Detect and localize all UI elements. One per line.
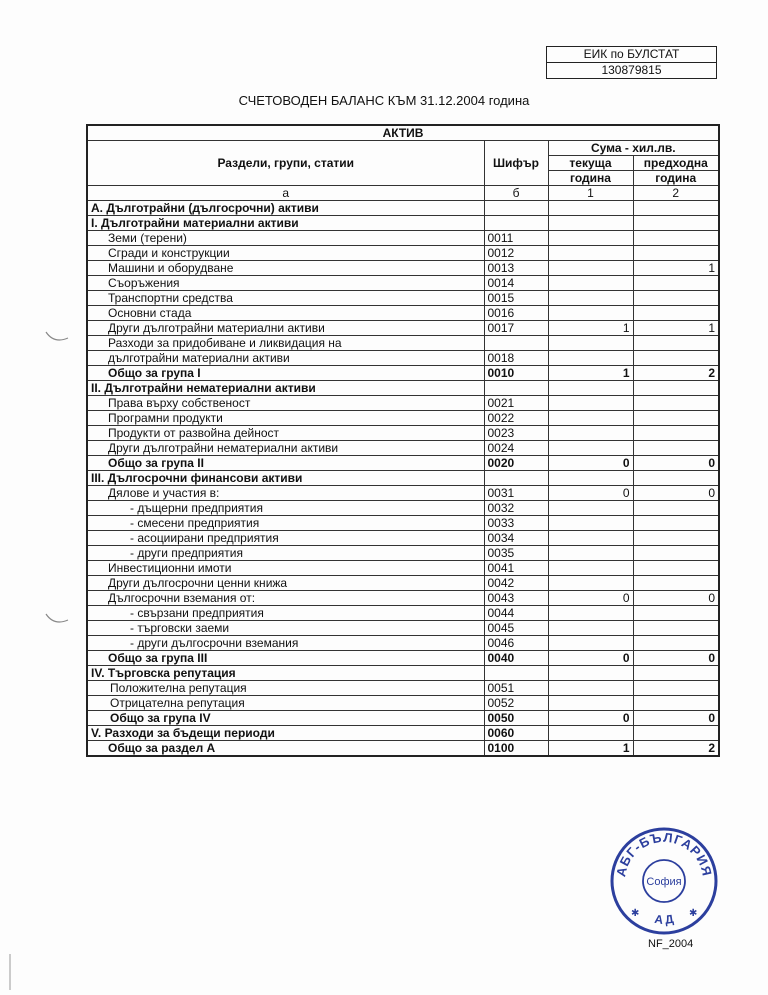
row-previous — [633, 471, 719, 486]
row-label: - асоциирани предприятия — [87, 531, 484, 546]
row-label: - други дългосрочни вземания — [87, 636, 484, 651]
row-label: Права върху собственост — [87, 396, 484, 411]
row-code — [484, 216, 548, 231]
row-current: 0 — [548, 711, 633, 726]
row-current — [548, 381, 633, 396]
row-previous — [633, 561, 719, 576]
row-code: 0034 — [484, 531, 548, 546]
table-row — [87, 456, 719, 471]
row-current — [548, 636, 633, 651]
stamp-bottom-text: АД — [653, 911, 675, 928]
row-current — [548, 201, 633, 216]
row-label: - дъщерни предприятия — [87, 501, 484, 516]
row-previous — [633, 216, 719, 231]
row-code: 0051 — [484, 681, 548, 696]
row-label: Транспортни средства — [87, 291, 484, 306]
row-code: 0014 — [484, 276, 548, 291]
row-current — [548, 576, 633, 591]
row-label: Общо за раздел А — [87, 741, 484, 757]
current-year-header-2: година — [548, 171, 633, 186]
row-label: Дялове и участия в: — [87, 486, 484, 501]
row-previous — [633, 696, 719, 711]
row-previous — [633, 396, 719, 411]
table-row — [87, 636, 719, 651]
row-label: Общо за група IV — [87, 711, 484, 726]
row-label: IV. Търговска репутация — [87, 666, 484, 681]
row-previous: 1 — [633, 261, 719, 276]
row-code: 0021 — [484, 396, 548, 411]
row-current — [548, 396, 633, 411]
row-label: Разходи за придобиване и ликвидация на — [87, 336, 484, 351]
row-previous — [633, 441, 719, 456]
row-current — [548, 696, 633, 711]
row-previous — [633, 291, 719, 306]
row-code: 0033 — [484, 516, 548, 531]
row-current — [548, 411, 633, 426]
row-previous: 0 — [633, 591, 719, 606]
row-current — [548, 276, 633, 291]
row-label: - други предприятия — [87, 546, 484, 561]
table-row — [87, 606, 719, 621]
table-row — [87, 621, 719, 636]
table-row — [87, 261, 719, 276]
amount-header: Сума - хил.лв. — [548, 141, 719, 156]
row-previous — [633, 426, 719, 441]
row-label: Инвестиционни имоти — [87, 561, 484, 576]
row-previous — [633, 231, 719, 246]
row-code — [484, 666, 548, 681]
table-row — [87, 576, 719, 591]
row-current — [548, 336, 633, 351]
row-previous: 0 — [633, 711, 719, 726]
row-previous — [633, 351, 719, 366]
row-code: 0041 — [484, 561, 548, 576]
row-previous — [633, 501, 719, 516]
row-current — [548, 606, 633, 621]
row-current: 1 — [548, 741, 633, 757]
row-current — [548, 666, 633, 681]
row-current — [548, 501, 633, 516]
row-label: Сгради и конструкции — [87, 246, 484, 261]
table-row — [87, 516, 719, 531]
table-row — [87, 546, 719, 561]
index-1: 1 — [548, 186, 633, 201]
row-current: 0 — [548, 591, 633, 606]
stamp-star-icon: ✱ — [631, 908, 640, 919]
row-code: 0024 — [484, 441, 548, 456]
row-previous — [633, 546, 719, 561]
current-year-header: текуща — [548, 156, 633, 171]
index-2: 2 — [633, 186, 719, 201]
previous-year-header: предходна — [633, 156, 719, 171]
row-code: 0044 — [484, 606, 548, 621]
row-label: дълготрайни материални активи — [87, 351, 484, 366]
code-header: Шифър — [484, 141, 548, 186]
row-current — [548, 531, 633, 546]
row-label: - търговски заеми — [87, 621, 484, 636]
row-code: 0011 — [484, 231, 548, 246]
row-label: - смесени предприятия — [87, 516, 484, 531]
row-label: V. Разходи за бъдещи периоди — [87, 726, 484, 741]
row-current — [548, 471, 633, 486]
edge-mark — [6, 952, 14, 992]
row-current — [548, 306, 633, 321]
row-previous: 2 — [633, 366, 719, 381]
row-label: Общо за група III — [87, 651, 484, 666]
table-row — [87, 216, 719, 231]
stamp-top-text: АБГ-БЪЛГАРИЯ — [613, 829, 715, 879]
row-code — [484, 471, 548, 486]
row-label: А. Дълготрайни (дългосрочни) активи — [87, 201, 484, 216]
row-code: 0015 — [484, 291, 548, 306]
row-previous — [633, 666, 719, 681]
row-previous — [633, 576, 719, 591]
punch-mark — [44, 612, 70, 626]
row-code: 0012 — [484, 246, 548, 261]
row-label: Общо за група I — [87, 366, 484, 381]
previous-year-header-2: година — [633, 171, 719, 186]
table-row — [87, 366, 719, 381]
row-current: 1 — [548, 366, 633, 381]
stamp-star-icon: ✱ — [689, 908, 698, 919]
row-code: 0032 — [484, 501, 548, 516]
row-previous — [633, 381, 719, 396]
row-previous: 1 — [633, 321, 719, 336]
punch-mark — [44, 330, 70, 344]
row-label: Продукти от развойна дейност — [87, 426, 484, 441]
row-code: 0035 — [484, 546, 548, 561]
index-a: а — [87, 186, 484, 201]
table-row — [87, 726, 719, 741]
table-row — [87, 231, 719, 246]
row-current — [548, 231, 633, 246]
table-row — [87, 651, 719, 666]
row-current: 0 — [548, 456, 633, 471]
row-label: Програмни продукти — [87, 411, 484, 426]
row-label: II. Дълготрайни нематериални активи — [87, 381, 484, 396]
row-code: 0016 — [484, 306, 548, 321]
table-row — [87, 321, 719, 336]
eik-box — [546, 46, 717, 79]
table-row — [87, 291, 719, 306]
row-previous: 0 — [633, 651, 719, 666]
row-current — [548, 216, 633, 231]
row-current — [548, 291, 633, 306]
row-previous: 0 — [633, 456, 719, 471]
eik-label: ЕИК по БУЛСТАТ — [547, 47, 716, 63]
row-current — [548, 621, 633, 636]
table-row — [87, 501, 719, 516]
table-row — [87, 471, 719, 486]
table-row — [87, 426, 719, 441]
company-stamp — [609, 826, 719, 936]
form-code: NF_2004 — [648, 938, 694, 950]
row-label: Отрицателна репутация — [87, 696, 484, 711]
row-current — [548, 681, 633, 696]
row-code: 0052 — [484, 696, 548, 711]
row-current: 0 — [548, 486, 633, 501]
balance-table — [86, 124, 720, 757]
row-code: 0042 — [484, 576, 548, 591]
row-code: 0045 — [484, 621, 548, 636]
row-current — [548, 726, 633, 741]
row-previous — [633, 201, 719, 216]
index-b: б — [484, 186, 548, 201]
row-label: III. Дългосрочни финансови активи — [87, 471, 484, 486]
row-label: Други дълготрайни нематериални активи — [87, 441, 484, 456]
row-code: 0023 — [484, 426, 548, 441]
row-code: 0031 — [484, 486, 548, 501]
sections-header: Раздели, групи, статии — [87, 141, 484, 186]
row-label: Машини и оборудване — [87, 261, 484, 276]
row-label: - свързани предприятия — [87, 606, 484, 621]
row-previous — [633, 681, 719, 696]
table-row — [87, 591, 719, 606]
table-row — [87, 696, 719, 711]
row-current — [548, 516, 633, 531]
row-previous — [633, 726, 719, 741]
table-row — [87, 336, 719, 351]
row-current — [548, 426, 633, 441]
row-previous — [633, 306, 719, 321]
row-label: Положителна репутация — [87, 681, 484, 696]
table-row — [87, 306, 719, 321]
row-code: 0017 — [484, 321, 548, 336]
row-label: Други дългосрочни ценни книжа — [87, 576, 484, 591]
row-code — [484, 381, 548, 396]
row-label: I. Дълготрайни материални активи — [87, 216, 484, 231]
row-label: Съоръжения — [87, 276, 484, 291]
table-row — [87, 411, 719, 426]
page-title: СЧЕТОВОДЕН БАЛАНС КЪМ 31.12.2004 година — [238, 93, 530, 108]
row-current — [548, 561, 633, 576]
table-row — [87, 351, 719, 366]
row-code: 0043 — [484, 591, 548, 606]
row-current — [548, 546, 633, 561]
row-code: 0020 — [484, 456, 548, 471]
row-previous — [633, 336, 719, 351]
row-current — [548, 246, 633, 261]
table-row — [87, 666, 719, 681]
row-code: 0013 — [484, 261, 548, 276]
row-label: Общо за група II — [87, 456, 484, 471]
row-label: Земи (терени) — [87, 231, 484, 246]
table-row — [87, 441, 719, 456]
row-previous — [633, 636, 719, 651]
row-current: 0 — [548, 651, 633, 666]
table-row — [87, 396, 719, 411]
table-row — [87, 276, 719, 291]
row-current — [548, 441, 633, 456]
row-previous — [633, 276, 719, 291]
row-code: 0050 — [484, 711, 548, 726]
row-code — [484, 201, 548, 216]
row-previous — [633, 516, 719, 531]
row-label: Основни стада — [87, 306, 484, 321]
row-code: 0046 — [484, 636, 548, 651]
row-current — [548, 261, 633, 276]
row-previous — [633, 411, 719, 426]
row-current — [548, 351, 633, 366]
row-previous — [633, 246, 719, 261]
row-code: 0018 — [484, 351, 548, 366]
row-code: 0100 — [484, 741, 548, 757]
section-header: АКТИВ — [87, 125, 719, 141]
table-row — [87, 741, 719, 757]
row-previous: 2 — [633, 741, 719, 757]
table-row — [87, 201, 719, 216]
row-code: 0022 — [484, 411, 548, 426]
table-row — [87, 246, 719, 261]
stamp-center-text: София — [646, 876, 682, 888]
table-row — [87, 711, 719, 726]
row-code: 0040 — [484, 651, 548, 666]
table-row — [87, 531, 719, 546]
table-row — [87, 681, 719, 696]
row-code — [484, 336, 548, 351]
row-previous — [633, 531, 719, 546]
row-label: Дългосрочни вземания от: — [87, 591, 484, 606]
eik-value: 130879815 — [601, 63, 662, 77]
row-previous: 0 — [633, 486, 719, 501]
row-label: Други дълготрайни материални активи — [87, 321, 484, 336]
table-row — [87, 381, 719, 396]
row-code: 0010 — [484, 366, 548, 381]
row-current: 1 — [548, 321, 633, 336]
row-code: 0060 — [484, 726, 548, 741]
row-previous — [633, 606, 719, 621]
table-row — [87, 561, 719, 576]
row-previous — [633, 621, 719, 636]
table-row — [87, 486, 719, 501]
